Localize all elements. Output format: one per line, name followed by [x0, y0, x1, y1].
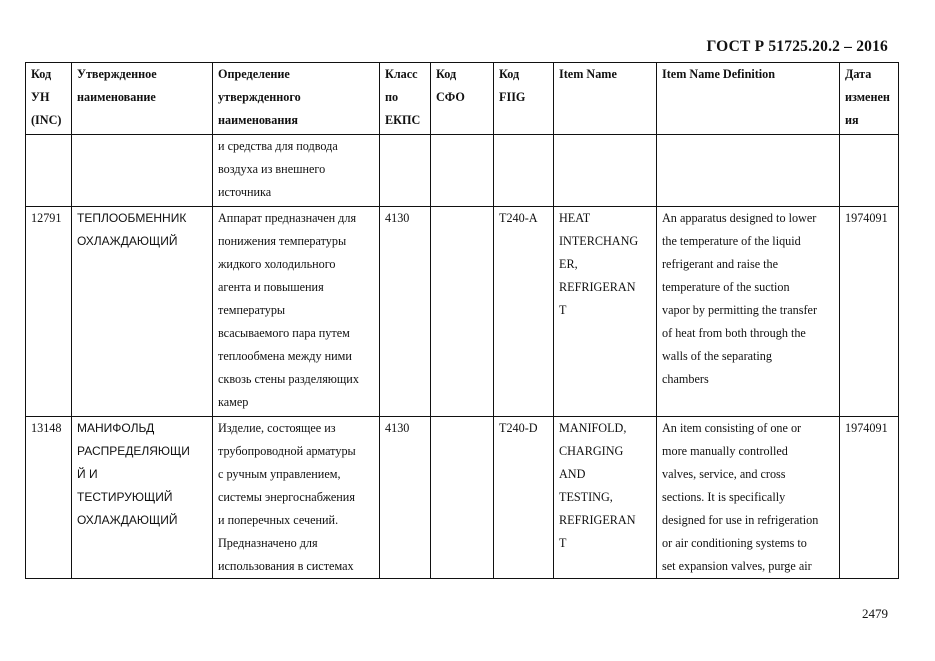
table-cell-code-fiig: T240-A	[494, 207, 554, 417]
page-number: 2479	[862, 606, 888, 621]
table-cell-date-changed: 1974091	[840, 207, 899, 417]
table-cell-approved-name: МАНИФОЛЬД РАСПРЕДЕЛЯЮЩИ Й И ТЕСТИРУЮЩИЙ ОХЛАЖДАЮЩИЙ	[72, 417, 213, 579]
table-row	[26, 417, 899, 579]
table-cell-code-fiig: T240-D	[494, 417, 554, 579]
catalog-table	[25, 62, 899, 579]
table-cell	[72, 135, 213, 207]
table-row	[26, 207, 899, 417]
table-cell-class-ekps: 4130	[380, 207, 431, 417]
table-cell	[840, 135, 899, 207]
header-code-sfo: Код СФО	[431, 63, 494, 135]
table-cell-definition: Изделие, состоящее из трубопроводной арматуры с ручным управлением, системы энергоснабжения и поперечных сечений. Предназначено для использования в системах	[213, 417, 380, 579]
header-code-un: Код УН (INC)	[26, 63, 72, 135]
table-header-row	[26, 63, 899, 135]
table-cell-code-sfo	[431, 207, 494, 417]
table-cell	[494, 135, 554, 207]
table-cell-item-name-definition: An apparatus designed to lower the temperature of the liquid refrigerant and raise the temperature of the suction vapor by permitting the transfer of heat from both through the walls of the separating chambers	[657, 207, 840, 417]
header-item-name: Item Name	[554, 63, 657, 135]
table-cell	[431, 135, 494, 207]
table-cell-code-sfo	[431, 417, 494, 579]
header-date-changed: Дата изменен ия	[840, 63, 899, 135]
table-cell-item-name: HEAT INTERCHANG ER, REFRIGERAN T	[554, 207, 657, 417]
header-approved-name: Утвержденное наименование	[72, 63, 213, 135]
table-cell-code-un: 12791	[26, 207, 72, 417]
table-cell	[657, 135, 840, 207]
header-code-fiig: Код FIIG	[494, 63, 554, 135]
table-cell-date-changed: 1974091	[840, 417, 899, 579]
table-cell-definition: и средства для подвода воздуха из внешнего источника	[213, 135, 380, 207]
table-cell	[554, 135, 657, 207]
table-cell-item-name: MANIFOLD, CHARGING AND TESTING, REFRIGERAN T	[554, 417, 657, 579]
header-item-name-definition: Item Name Definition	[657, 63, 840, 135]
table-cell	[26, 135, 72, 207]
table-row-continuation	[26, 135, 899, 207]
header-class-ekps: Класс по ЕКПС	[380, 63, 431, 135]
table-cell	[380, 135, 431, 207]
table-cell-class-ekps: 4130	[380, 417, 431, 579]
document-title: ГОСТ Р 51725.20.2 – 2016	[706, 38, 888, 55]
table-cell-approved-name: ТЕПЛООБМЕННИК ОХЛАЖДАЮЩИЙ	[72, 207, 213, 417]
table-cell-code-un: 13148	[26, 417, 72, 579]
header-definition: Определение утвержденного наименования	[213, 63, 380, 135]
table-cell-definition: Аппарат предназначен для понижения температуры жидкого холодильного агента и повышения температуры всасываемого пара путем теплообмена между ними сквозь стены разделяющих камер	[213, 207, 380, 417]
table-cell-item-name-definition: An item consisting of one or more manually controlled valves, service, and cross sections. It is specifically designed for use in refrigeration or air conditioning systems to set expansion valves, purge air	[657, 417, 840, 579]
